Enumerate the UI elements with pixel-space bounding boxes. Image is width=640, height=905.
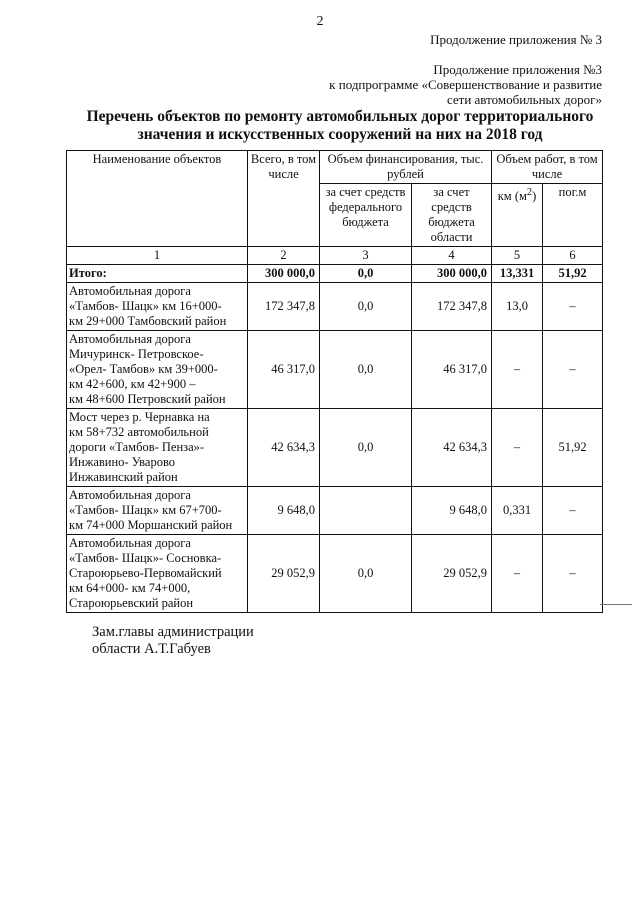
object-name-line: Инжавинский район — [69, 470, 178, 484]
object-name — [67, 535, 248, 613]
table-row — [67, 409, 603, 487]
total-linear: 51,92 — [543, 265, 603, 283]
page-number: 2 — [316, 14, 324, 29]
object-linear: 51,92 — [543, 409, 603, 487]
object-name-line: км 42+600, км 42+900 – — [69, 377, 196, 391]
subheading-line: сети автомобильных дорог» — [446, 92, 602, 107]
object-federal — [320, 487, 412, 535]
total-label: Итого: — [67, 265, 248, 283]
signature-name: области А.Т.Габуев — [92, 641, 211, 657]
object-name-line: «Тамбов- Шацк»- Сосновка- — [69, 551, 222, 565]
subheading-line: к подпрограмме «Совершенствование и развитие — [329, 77, 602, 92]
appendix-subheading — [329, 62, 602, 107]
object-total: 29 052,9 — [248, 535, 320, 613]
header-funding: Объем финансирования, тыс. рублей — [320, 151, 492, 184]
object-name-line: Староюрьевский район — [69, 596, 194, 610]
object-federal: 0,0 — [320, 535, 412, 613]
object-name — [67, 283, 248, 331]
object-name — [67, 331, 248, 409]
object-name-line: дороги «Тамбов- Пенза»- — [69, 440, 205, 454]
object-linear: – — [543, 283, 603, 331]
column-number: 6 — [543, 247, 603, 265]
object-linear: – — [543, 487, 603, 535]
table-row — [67, 487, 603, 535]
total-regional: 300 000,0 — [412, 265, 492, 283]
object-regional: 9 648,0 — [412, 487, 492, 535]
column-number: 5 — [492, 247, 543, 265]
object-name-line: км 29+000 Тамбовский район — [69, 314, 227, 328]
column-number: 4 — [412, 247, 492, 265]
header-name: Наименование объектов — [67, 151, 248, 247]
table-row — [67, 283, 603, 331]
subheading-line: Продолжение приложения №3 — [433, 62, 602, 77]
continuation-note: Продолжение приложения № 3 — [430, 32, 602, 47]
object-name — [67, 409, 248, 487]
object-total: 46 317,0 — [248, 331, 320, 409]
object-name-line: км 64+000- км 74+000, — [69, 581, 191, 595]
header-regional: за счет средств бюджета области — [412, 184, 492, 247]
objects-table — [66, 150, 603, 613]
object-name-line: Мост через р. Чернавка на — [69, 410, 210, 424]
object-km: 13,0 — [492, 283, 543, 331]
object-km: – — [492, 409, 543, 487]
title-line: значения и искусственных сооружений на них на 2018 год — [137, 126, 543, 143]
object-rows — [67, 283, 603, 613]
header-total: Всего, в том числе — [248, 151, 320, 247]
column-number: 2 — [248, 247, 320, 265]
object-regional: 42 634,3 — [412, 409, 492, 487]
total-row — [67, 265, 603, 283]
object-name-line: Инжавино- Уварово — [69, 455, 176, 469]
document-title — [60, 108, 620, 144]
column-number: 1 — [67, 247, 248, 265]
object-name-line: км 58+732 автомобильной — [69, 425, 209, 439]
table-row — [67, 535, 603, 613]
object-name-line: Староюрьево-Первомайский — [69, 566, 222, 580]
column-number-row — [67, 247, 603, 265]
object-total: 172 347,8 — [248, 283, 320, 331]
total-sum: 300 000,0 — [248, 265, 320, 283]
object-federal: 0,0 — [320, 409, 412, 487]
signature-position: Зам.главы администрации — [92, 624, 254, 640]
object-name-line: Автомобильная дорога — [69, 488, 191, 502]
total-km: 13,331 — [492, 265, 543, 283]
title-line: Перечень объектов по ремонту автомобильных дорог территориального — [86, 108, 594, 125]
object-name-line: «Тамбов- Шацк» км 16+000- — [69, 299, 222, 313]
object-regional: 46 317,0 — [412, 331, 492, 409]
signature-block — [92, 624, 254, 658]
object-name-line: км 48+600 Петровский район — [69, 392, 226, 406]
object-km: 0,331 — [492, 487, 543, 535]
object-name — [67, 487, 248, 535]
object-name-line: Автомобильная дорога — [69, 284, 191, 298]
object-federal: 0,0 — [320, 331, 412, 409]
object-name-line: «Тамбов- Шацк» км 67+700- — [69, 503, 222, 517]
object-federal: 0,0 — [320, 283, 412, 331]
header-km: км $(м^2)$ — [492, 184, 543, 247]
object-regional: 29 052,9 — [412, 535, 492, 613]
object-total: 9 648,0 — [248, 487, 320, 535]
total-federal: 0,0 — [320, 265, 412, 283]
object-km: – — [492, 535, 543, 613]
header-linear: пог.м — [543, 184, 603, 247]
object-name-line: «Орел- Тамбов» км 39+000- — [69, 362, 218, 376]
column-number: 3 — [320, 247, 412, 265]
scan-artifact — [600, 604, 632, 605]
object-linear: – — [543, 535, 603, 613]
header-row — [67, 151, 603, 184]
object-linear: – — [543, 331, 603, 409]
object-name-line: км 74+000 Моршанский район — [69, 518, 233, 532]
object-regional: 172 347,8 — [412, 283, 492, 331]
object-name-line: Мичуринск- Петровское- — [69, 347, 204, 361]
table-row — [67, 331, 603, 409]
object-name-line: Автомобильная дорога — [69, 536, 191, 550]
object-name-line: Автомобильная дорога — [69, 332, 191, 346]
header-federal: за счет средств федерального бюджета — [320, 184, 412, 247]
object-total: 42 634,3 — [248, 409, 320, 487]
header-works: Объем работ, в том числе — [492, 151, 603, 184]
object-km: – — [492, 331, 543, 409]
